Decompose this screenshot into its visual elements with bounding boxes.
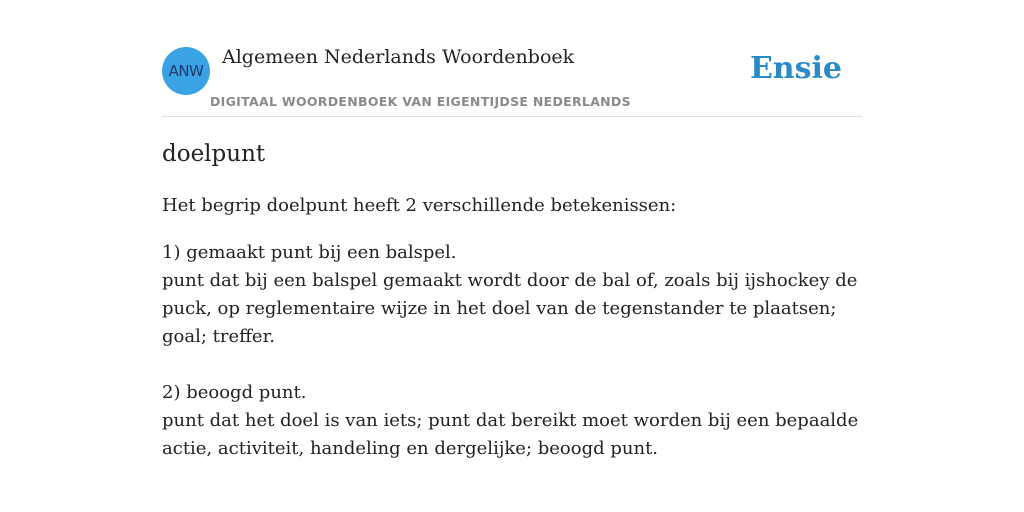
page-container: [162, 0, 862, 512]
sense-definition: punt dat bij een balspel gemaakt wordt door de bal of, zoals bij ijshockey de puck, op reglementaire wijze in het doel van de tegenstander te plaatsen; goal; treffer.: [162, 270, 858, 347]
site-subtitle: DIGITAAL WOORDENBOEK VAN EIGENTIJDSE NEDERLANDS: [210, 94, 631, 109]
sense-item: [162, 239, 862, 351]
sense-title: 1) gemaakt punt bij een balspel.: [162, 242, 457, 263]
logo-text: ANW: [168, 62, 204, 80]
sense-item: [162, 379, 862, 463]
sense-list: [162, 239, 862, 463]
sense-definition: punt dat het doel is van iets; punt dat bereikt moet worden bij een bepaalde actie, activiteit, handeling en dergelijke; beoogd punt.: [162, 410, 859, 459]
site-title[interactable]: Algemeen Nederlands Woordenboek: [222, 46, 575, 68]
sense-title: 2) beoogd punt.: [162, 382, 307, 403]
entry-intro: Het begrip doelpunt heeft 2 verschillende betekenissen:: [162, 195, 677, 216]
page-title: doelpunt: [162, 141, 266, 167]
anw-logo[interactable]: [162, 47, 210, 95]
ensie-brand-link[interactable]: Ensie: [749, 51, 842, 86]
site-header: [162, 0, 862, 117]
